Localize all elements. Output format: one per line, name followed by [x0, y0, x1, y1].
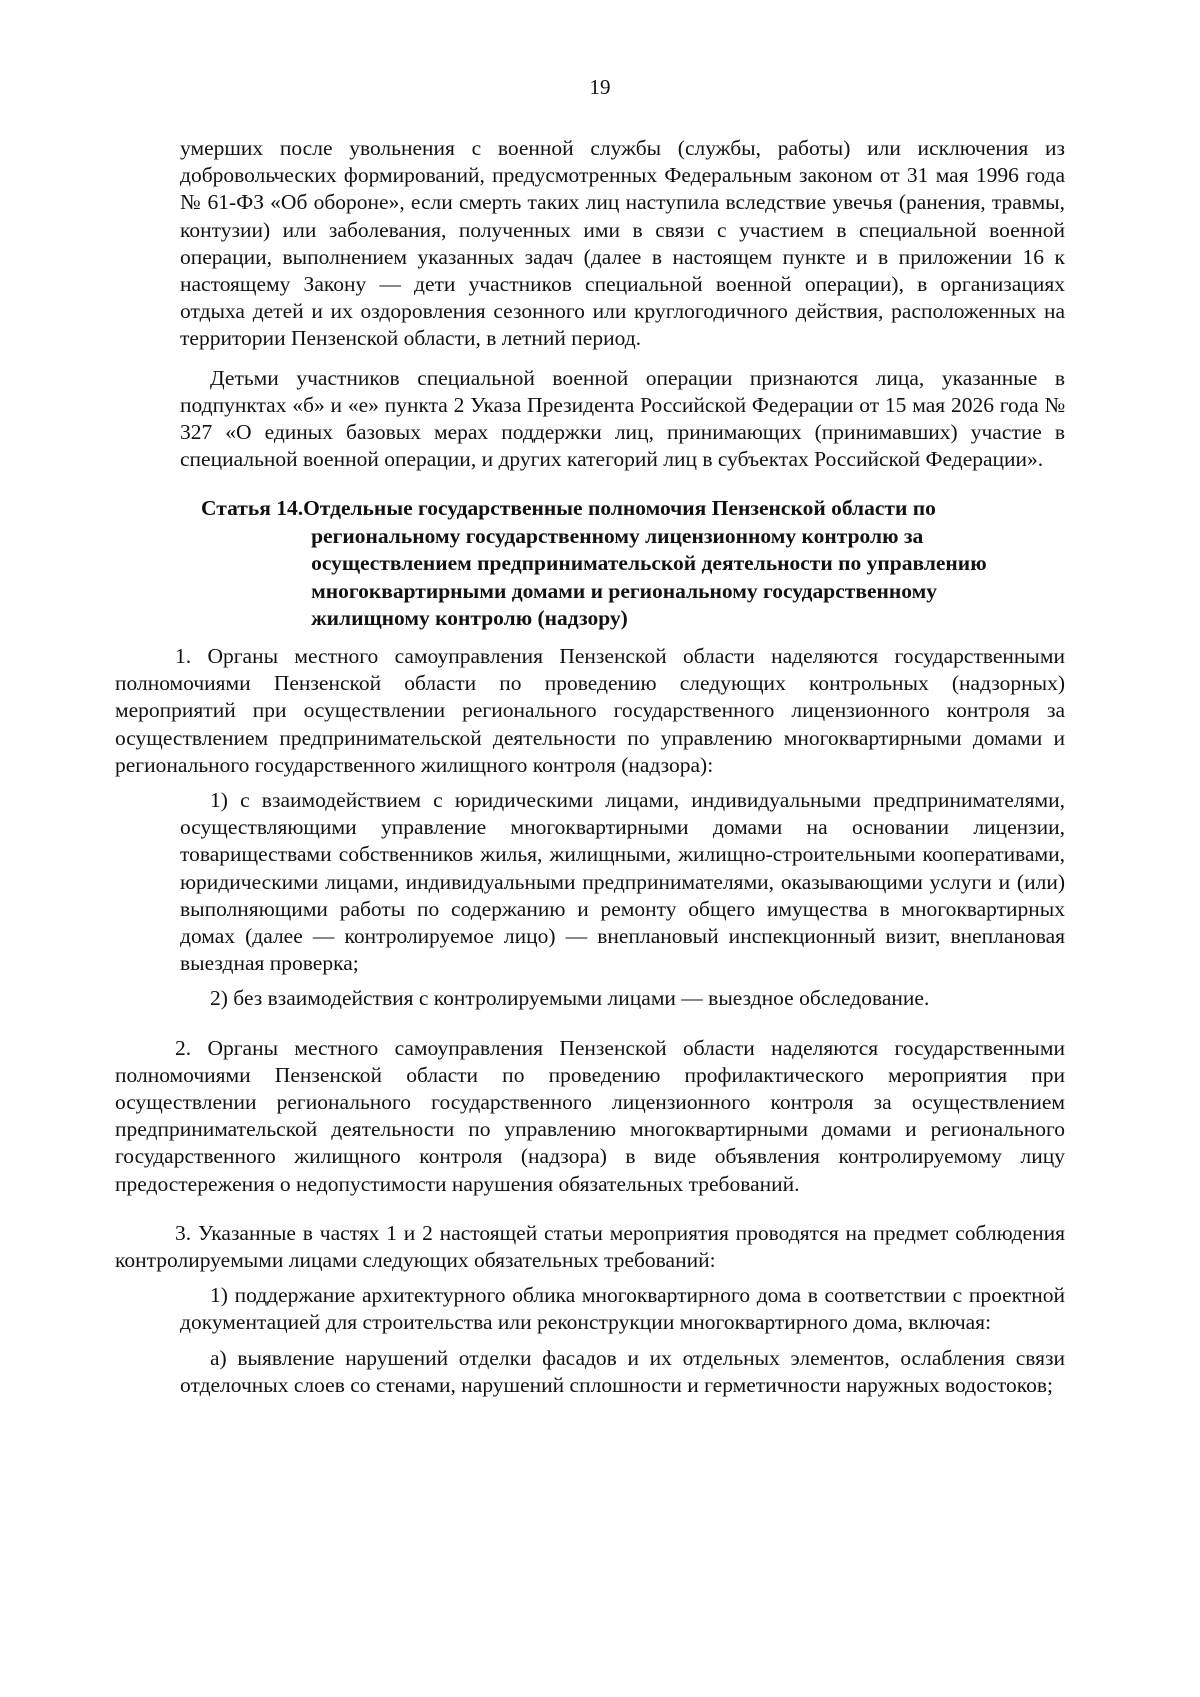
section-3-item-1-a: а) выявление нарушений отделки фасадов и их отдельных элементов, ослабления связи отделочных слоев со стенами, нарушений сплошности и герметичности наружных водостоков;	[180, 1345, 1065, 1397]
document-body	[115, 135, 1065, 1399]
paragraph-continuation: умерших после увольнения с военной службы (службы, работы) или исключения из добровольческих формирований, предусмотренных Федеральным законом от 31 мая 1996 года № 61-ФЗ «Об обороне», если смерть таких лиц наступила вследствие увечья (ранения, травмы, контузии) или заболевания, полученных ими в связи с участием в специальной военной операции, выполнением указанных задач (далее в настоящем пункте и в приложении 16 к настоящему Закону — дети участников специальной военной операции), в организациях отдыха детей и их оздоровления сезонного или круглогодичного действия, расположенных на территории Пензенской области, в летний период.	[180, 136, 1065, 351]
article-number: Статья 14.	[201, 496, 304, 521]
section-3: 3. Указанные в частях 1 и 2 настоящей статьи мероприятия проводятся на предмет соблюдения контролируемыми лицами следующих обязательных требований:	[115, 1220, 1065, 1272]
article-title	[303, 495, 1065, 633]
section-1: 1. Органы местного самоуправления Пензенской области наделяются государственными полномочиями Пензенской области по проведению следующих контрольных (надзорных) мероприятий при осуществлении регионального государственного лицензионного контроля за осуществлением предпринимательской деятельности по управлению многоквартирными домами и регионального государственного жилищного контроля (надзора):	[115, 643, 1065, 777]
article-title-line1: Отдельные государственные полномочия Пензенской области по	[303, 496, 936, 521]
page-number: 19	[589, 75, 611, 99]
section-3-wrapper	[115, 1220, 1065, 1274]
article-body	[115, 643, 1065, 779]
section-1-item-1: 1) с взаимодействием с юридическими лицами, индивидуальными предпринимателями, осуществляющими управление многоквартирными домами на основании лицензии, товариществами собственников жилья, жилищными, жилищно-строительными кооперативами, юридическими лицами, индивидуальными предпринимателями, оказывающими услуги и (или) выполняющими работы по содержанию и ремонту общего имущества в многоквартирных домах (далее — контролируемое лицо) — внеплановый инспекционный визит, внеплановая выездная проверка;	[180, 787, 1065, 976]
section-2: 2. Органы местного самоуправления Пензенской области наделяются государственными полномочиями Пензенской области по проведению профилактического мероприятия при осуществлении регионального государственного лицензионного контроля за осуществлением предпринимательской деятельности по управлению многоквартирными домами и регионального государственного жилищного контроля (надзора) в виде объявления контролируемому лицу предостережения о недопустимости нарушения обязательных требований.	[115, 1035, 1065, 1196]
section-2-wrapper	[115, 1035, 1065, 1198]
paragraph-definition: Детьми участников специальной военной операции признаются лица, указанные в подпунктах «б» и «е» пункта 2 Указа Президента Российской Федерации от 15 мая 2026 года № 327 «О единых базовых мерах поддержки лиц, принимающих (принимавших) участие в специальной военной операции, и других категорий лиц в субъектах Российской Федерации».	[180, 365, 1065, 472]
article-heading	[145, 495, 1065, 633]
section-1-item-2: 2) без взаимодействия с контролируемыми лицами — выездное обследование.	[210, 986, 930, 1011]
section-3-item-1: 1) поддержание архитектурного облика многоквартирного дома в соответствии с проектной документацией для строительства или реконструкции многоквартирного дома, включая:	[180, 1283, 1065, 1335]
article-title-rest: региональному государственному лицензионному контролю за осуществлением предпринимательской деятельности по управлению многоквартирными домами и региональному государственному жилищному контролю (надзору)	[311, 523, 987, 631]
